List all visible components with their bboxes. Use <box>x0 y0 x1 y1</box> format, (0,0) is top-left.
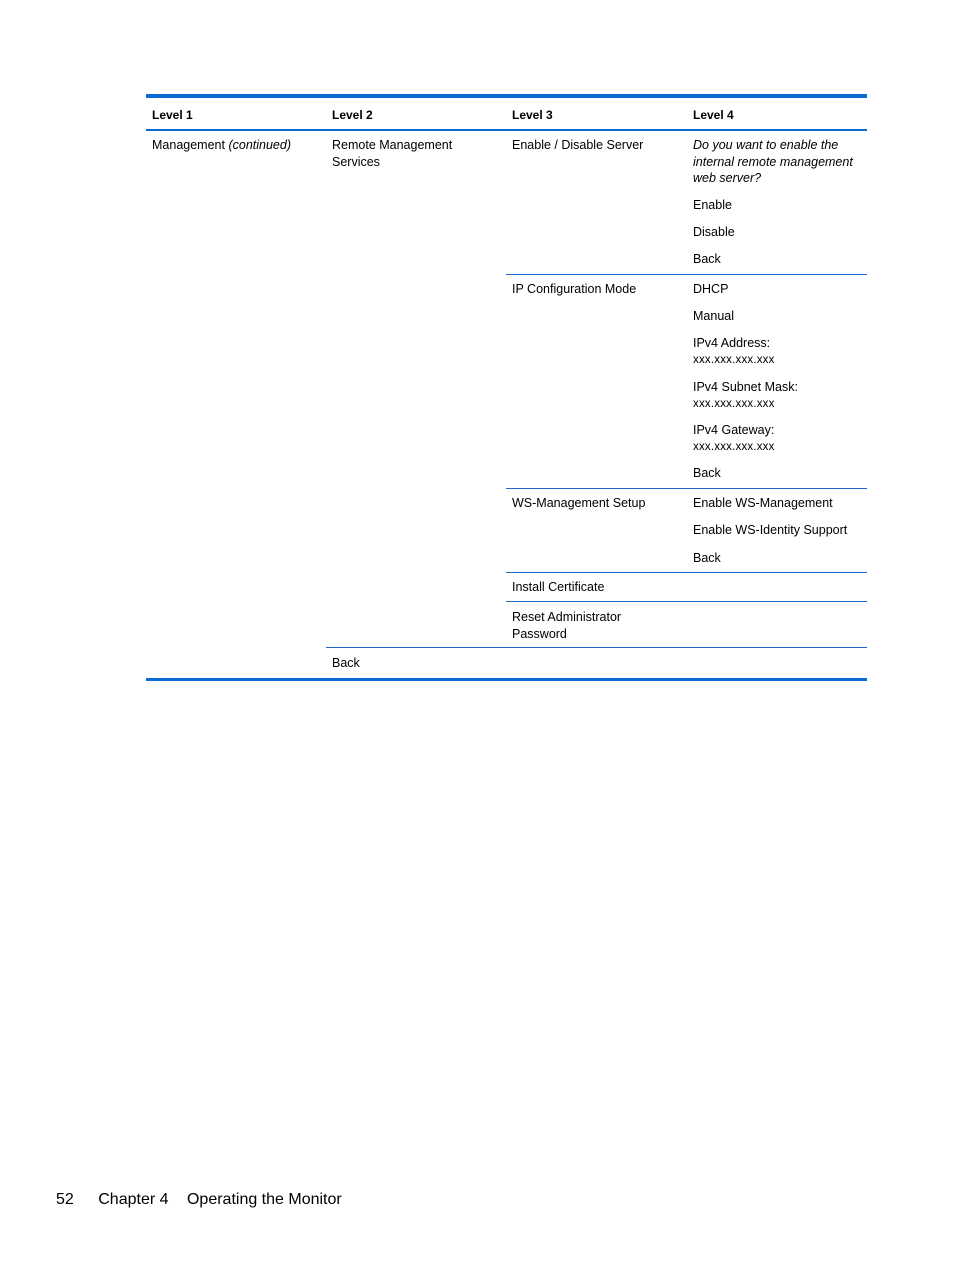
level4-question <box>693 137 853 187</box>
level4-back-1: Back <box>693 252 721 266</box>
level4-question-line3: web server? <box>693 171 762 185</box>
header-level-3: Level 3 <box>512 108 553 122</box>
row-divider-1 <box>506 274 867 275</box>
row-divider-3 <box>506 572 867 573</box>
level3-ws-management-setup: WS-Management Setup <box>512 496 646 510</box>
page-number: 52 <box>56 1191 74 1208</box>
row-divider-4 <box>506 601 867 602</box>
level4-ipv4-address <box>693 335 775 368</box>
level4-manual: Manual <box>693 309 734 323</box>
ipv4-subnet-label: IPv4 Subnet Mask: <box>693 380 798 394</box>
level4-enable: Enable <box>693 198 732 212</box>
menu-table <box>146 94 867 681</box>
row-divider-5 <box>326 647 867 648</box>
row-divider-2 <box>506 488 867 489</box>
header-level-4: Level 4 <box>693 108 734 122</box>
level3-install-certificate: Install Certificate <box>512 580 605 594</box>
level1-continued: (continued) <box>228 138 291 152</box>
header-level-2: Level 2 <box>332 108 373 122</box>
level3-enable-disable-server: Enable / Disable Server <box>512 138 644 152</box>
level2-remote-management-line1: Remote Management <box>332 138 453 152</box>
level4-back-3: Back <box>693 551 721 565</box>
ipv4-address-label: IPv4 Address: <box>693 336 771 350</box>
ipv4-subnet-value: xxx.xxx.xxx.xxx <box>693 397 775 410</box>
header-level-1: Level 1 <box>152 108 193 122</box>
level4-ipv4-gateway <box>693 422 775 455</box>
page-footer <box>56 1191 342 1209</box>
ipv4-gateway-value: xxx.xxx.xxx.xxx <box>693 440 775 453</box>
ipv4-gateway-label: IPv4 Gateway: <box>693 423 775 437</box>
ipv4-address-value: xxx.xxx.xxx.xxx <box>693 353 775 366</box>
reset-admin-line1: Reset Administrator <box>512 610 622 624</box>
level2-remote-management-line2: Services <box>332 154 380 169</box>
level4-disable: Disable <box>693 225 735 239</box>
level4-question-line2: internal remote management <box>693 154 853 169</box>
level2-back: Back <box>332 656 360 670</box>
level4-question-line1: Do you want to enable the <box>693 138 839 152</box>
level4-dhcp: DHCP <box>693 282 729 296</box>
level1-management <box>152 137 291 154</box>
level4-enable-ws-management: Enable WS-Management <box>693 496 833 510</box>
level3-reset-admin-password <box>512 609 621 642</box>
level4-back-2: Back <box>693 466 721 480</box>
level4-enable-ws-identity: Enable WS-Identity Support <box>693 523 848 537</box>
level4-ipv4-subnet <box>693 379 798 412</box>
chapter-title: Operating the Monitor <box>186 1191 342 1208</box>
reset-admin-line2: Password <box>512 626 567 641</box>
chapter-label: Chapter 4 <box>98 1191 169 1208</box>
level3-ip-configuration-mode: IP Configuration Mode <box>512 282 637 296</box>
level2-remote-management <box>332 137 452 170</box>
level1-label: Management <box>152 138 225 152</box>
header-divider <box>146 129 867 131</box>
